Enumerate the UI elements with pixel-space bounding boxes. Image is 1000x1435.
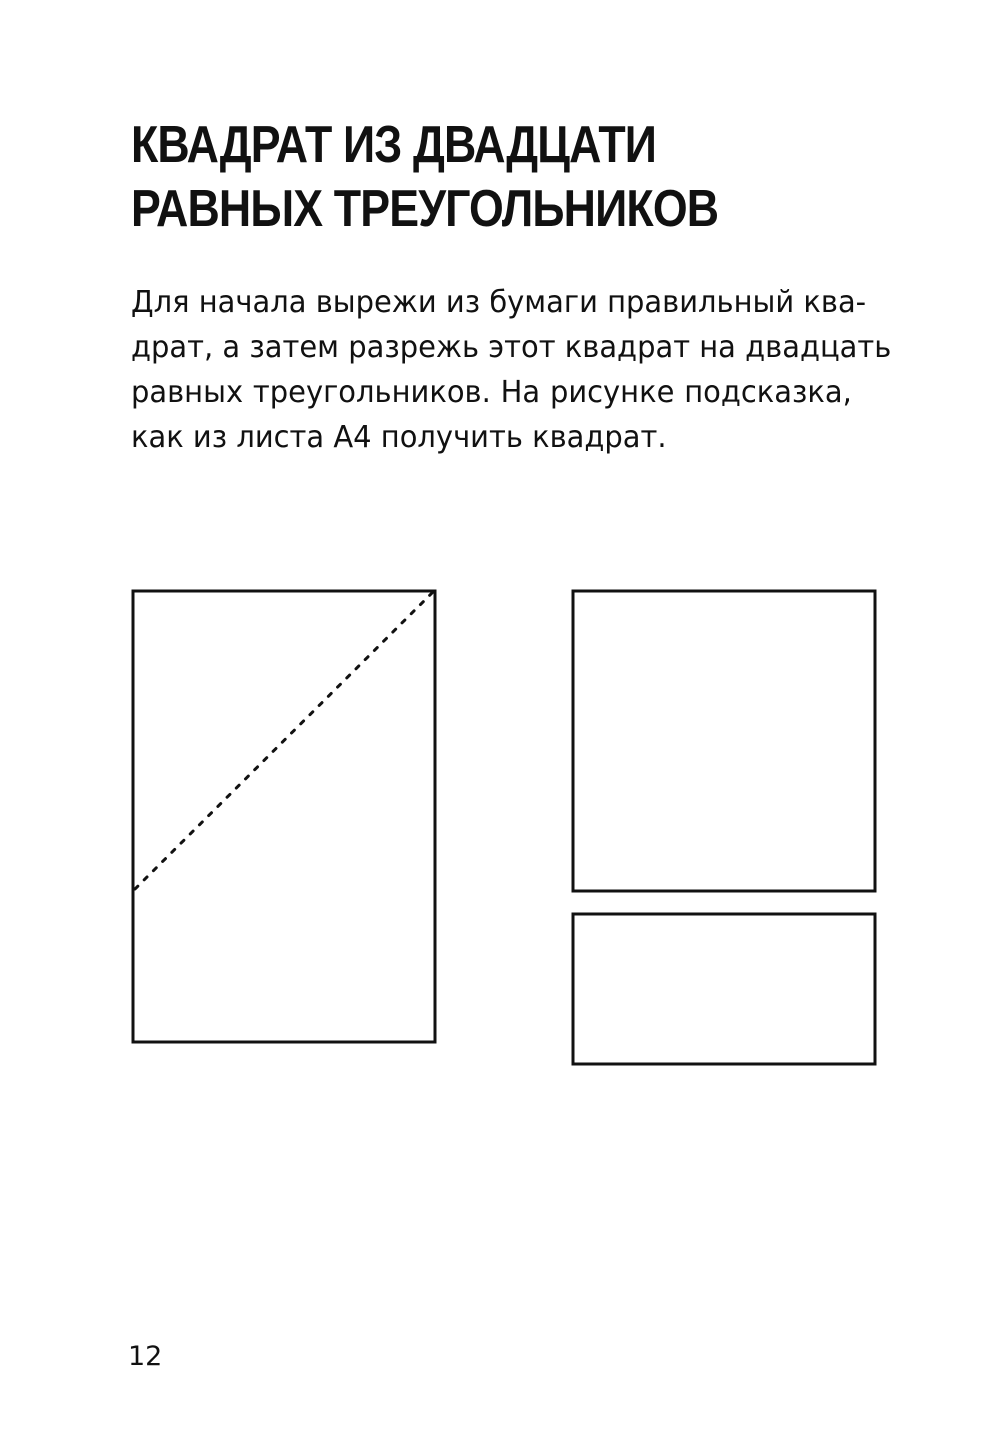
instruction-line-3: равных треугольников. На рисунке подсказка, [131,375,852,410]
instruction-line-2: драт, а затем разрежь этот квадрат на двадцать [131,330,892,365]
page-number: 12 [128,1341,163,1372]
a4-sheet-rectangle [133,591,435,1042]
instruction-line-4: как из листа А4 получить квадрат. [131,420,667,455]
instruction-line-1: Для начала вырежи из бумаги правильный ква- [131,285,867,320]
result-square [573,591,875,891]
title-line-2: РАВНЫХ ТРЕУГОЛЬНИКОВ [131,180,719,238]
page-title [131,113,785,241]
diagonal-fold-line [135,593,432,889]
title-line-1: КВАДРАТ ИЗ ДВАДЦАТИ [131,116,657,174]
instruction-paragraph [131,280,892,460]
remaining-strip-rectangle [573,914,875,1064]
